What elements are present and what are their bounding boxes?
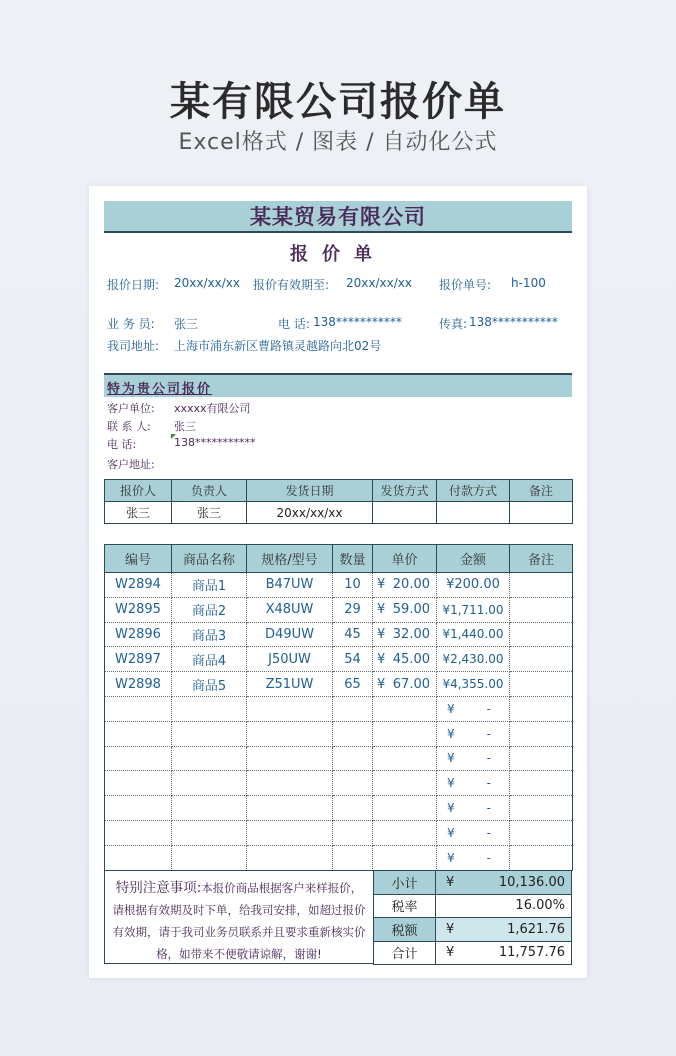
empty-cell[interactable] — [172, 820, 247, 845]
notes-box — [104, 870, 373, 964]
currency-symbol: ¥ — [447, 850, 455, 865]
table-row — [105, 647, 573, 672]
shipping-header-cell: 报价人 — [105, 480, 172, 502]
document-title: 报价单 — [290, 244, 386, 265]
empty-cell[interactable] — [105, 845, 172, 870]
item-qty-cell[interactable]: 45 — [333, 622, 373, 647]
item-qty-cell[interactable]: 65 — [333, 672, 373, 697]
item-price-value: 32.00 — [392, 626, 430, 642]
item-code-cell[interactable]: W2898 — [105, 672, 172, 697]
empty-amount-dash: - — [486, 701, 491, 716]
item-amount-cell[interactable] — [437, 796, 510, 821]
empty-cell[interactable] — [373, 820, 437, 845]
shipping-header-cell: 备注 — [510, 480, 573, 502]
table-row — [105, 672, 573, 697]
shipping-table — [104, 479, 573, 524]
currency-symbol: ¥ — [377, 577, 386, 593]
items-header-cell: 编号 — [105, 545, 172, 573]
quote-no-value: h-100 — [511, 276, 546, 290]
customer-section-title: 特为贵公司报价 — [107, 382, 213, 397]
customer-address-label: 客户地址: — [107, 458, 155, 471]
item-price-value: 59.00 — [392, 602, 430, 618]
valid-until-label: 报价有效期至: — [253, 278, 330, 292]
item-name-cell[interactable]: 商品5 — [172, 672, 247, 697]
empty-cell[interactable] — [333, 771, 373, 796]
table-row — [105, 622, 573, 647]
item-amount-cell: ¥1,711.00 — [437, 597, 510, 622]
item-name-cell[interactable]: 商品1 — [172, 573, 247, 598]
item-spec-cell[interactable]: X48UW — [247, 597, 333, 622]
empty-cell[interactable] — [333, 845, 373, 870]
tax-label: 税额 — [374, 918, 436, 942]
empty-cell[interactable] — [373, 721, 437, 746]
item-price-cell[interactable] — [373, 672, 437, 697]
empty-cell[interactable] — [172, 796, 247, 821]
empty-cell[interactable] — [172, 746, 247, 771]
customer-contact-label: 联 系 人: — [107, 420, 151, 433]
item-price-value: 20.00 — [392, 577, 430, 593]
item-amount-cell: ¥200.00 — [437, 573, 510, 598]
items-header-cell: 商品名称 — [172, 545, 247, 573]
item-spec-cell[interactable]: B47UW — [247, 573, 333, 598]
shipping-cell[interactable]: 张三 — [172, 502, 247, 524]
quote-date-value: 20xx/xx/xx — [174, 276, 240, 290]
empty-amount-dash: - — [486, 776, 491, 791]
shipping-cell[interactable]: 张三 — [105, 502, 172, 524]
items-header-cell: 备注 — [510, 545, 573, 573]
empty-cell[interactable] — [105, 721, 172, 746]
subtotal-currency: ¥ — [446, 874, 455, 890]
empty-cell[interactable] — [373, 696, 437, 721]
item-price-value: 67.00 — [392, 676, 430, 692]
item-note-cell[interactable] — [510, 622, 573, 647]
empty-cell[interactable] — [172, 721, 247, 746]
salesman-value: 张三 — [174, 317, 199, 331]
item-spec-cell[interactable]: Z51UW — [247, 672, 333, 697]
items-header-cell: 规格/型号 — [247, 545, 333, 573]
item-amount-cell[interactable] — [437, 820, 510, 845]
table-row — [105, 771, 573, 796]
shipping-cell[interactable] — [510, 502, 573, 524]
empty-cell[interactable] — [105, 820, 172, 845]
empty-cell[interactable] — [333, 796, 373, 821]
empty-amount-dash: - — [486, 850, 491, 865]
empty-cell[interactable] — [373, 771, 437, 796]
empty-cell[interactable] — [510, 746, 573, 771]
salesman-label: 业 务 员: — [107, 317, 155, 331]
currency-symbol: ¥ — [377, 676, 386, 692]
table-row — [105, 573, 573, 598]
items-header-cell: 单价 — [373, 545, 437, 573]
shipping-header-cell: 发货方式 — [373, 480, 437, 502]
empty-cell[interactable] — [510, 771, 573, 796]
item-amount-cell[interactable] — [437, 696, 510, 721]
item-spec-cell[interactable]: J50UW — [247, 647, 333, 672]
empty-amount-dash: - — [486, 801, 491, 816]
table-row — [105, 746, 573, 771]
item-amount-cell[interactable] — [437, 845, 510, 870]
address-label: 我司地址: — [107, 339, 160, 353]
item-price-value: 45.00 — [392, 651, 430, 667]
currency-symbol: ¥ — [447, 751, 455, 766]
valid-until-value: 20xx/xx/xx — [346, 276, 412, 290]
items-header-cell: 数量 — [333, 545, 373, 573]
item-price-cell[interactable] — [373, 647, 437, 672]
item-amount-cell: ¥2,430.00 — [437, 647, 510, 672]
shipping-cell[interactable] — [437, 502, 510, 524]
empty-cell[interactable] — [333, 696, 373, 721]
item-price-cell[interactable] — [373, 573, 437, 598]
empty-cell[interactable] — [333, 746, 373, 771]
tax-rate-value[interactable]: 16.00% — [515, 898, 565, 914]
item-name-cell[interactable]: 商品3 — [172, 622, 247, 647]
shipping-header-cell: 发货日期 — [247, 480, 373, 502]
item-price-cell[interactable] — [373, 622, 437, 647]
shipping-cell[interactable]: 20xx/xx/xx — [247, 502, 373, 524]
tax-currency: ¥ — [446, 921, 455, 937]
empty-amount-dash: - — [486, 726, 491, 741]
empty-cell[interactable] — [247, 771, 333, 796]
item-amount-cell[interactable] — [437, 771, 510, 796]
empty-cell[interactable] — [333, 820, 373, 845]
table-row — [105, 721, 573, 746]
table-row — [105, 845, 573, 870]
empty-cell[interactable] — [373, 845, 437, 870]
company-name: 某某贸易有限公司 — [104, 201, 572, 233]
notes-title: 特别注意事项: — [115, 880, 202, 896]
item-code-cell[interactable]: W2895 — [105, 597, 172, 622]
empty-cell[interactable] — [510, 796, 573, 821]
table-row — [105, 820, 573, 845]
items-header-cell: 金额 — [437, 545, 510, 573]
empty-cell[interactable] — [247, 696, 333, 721]
empty-cell[interactable] — [510, 721, 573, 746]
shipping-cell[interactable] — [373, 502, 437, 524]
empty-cell[interactable] — [172, 771, 247, 796]
empty-cell[interactable] — [373, 746, 437, 771]
item-amount-cell: ¥4,355.00 — [437, 672, 510, 697]
item-code-cell[interactable]: W2897 — [105, 647, 172, 672]
empty-cell[interactable] — [510, 820, 573, 845]
empty-cell[interactable] — [172, 845, 247, 870]
empty-cell[interactable] — [247, 820, 333, 845]
empty-cell[interactable] — [510, 845, 573, 870]
empty-cell[interactable] — [105, 696, 172, 721]
currency-symbol: ¥ — [377, 602, 386, 618]
page-title: 某有限公司报价单 — [170, 79, 506, 125]
customer-unit-label: 客户单位: — [107, 402, 155, 415]
item-spec-cell[interactable]: D49UW — [247, 622, 333, 647]
currency-symbol: ¥ — [447, 801, 455, 816]
empty-cell[interactable] — [333, 721, 373, 746]
shipping-header-cell: 付款方式 — [437, 480, 510, 502]
item-note-cell[interactable] — [510, 597, 573, 622]
empty-cell[interactable] — [105, 796, 172, 821]
item-price-cell[interactable] — [373, 597, 437, 622]
item-code-cell[interactable]: W2896 — [105, 622, 172, 647]
page-subtitle: Excel格式 / 图表 / 自动化公式 — [178, 130, 498, 155]
item-note-cell[interactable] — [510, 647, 573, 672]
empty-cell[interactable] — [373, 796, 437, 821]
quote-no-label: 报价单号: — [439, 278, 492, 292]
empty-cell[interactable] — [510, 696, 573, 721]
empty-cell[interactable] — [247, 845, 333, 870]
currency-symbol: ¥ — [447, 776, 455, 791]
empty-cell[interactable] — [172, 696, 247, 721]
customer-contact-value: 张三 — [174, 420, 196, 433]
empty-cell[interactable] — [247, 721, 333, 746]
totals-table — [373, 870, 572, 965]
empty-amount-dash: - — [486, 825, 491, 840]
customer-unit-value: xxxxx有限公司 — [174, 402, 251, 415]
item-name-cell[interactable]: 商品2 — [172, 597, 247, 622]
table-row — [105, 796, 573, 821]
phone-label: 电 话: — [278, 317, 310, 331]
item-amount-cell[interactable] — [437, 721, 510, 746]
item-code-cell[interactable]: W2894 — [105, 573, 172, 598]
item-qty-cell[interactable]: 54 — [333, 647, 373, 672]
address-value: 上海市浦东新区曹路镇灵越路向北02号 — [174, 339, 382, 353]
items-table — [104, 544, 573, 871]
table-row — [105, 597, 573, 622]
currency-symbol: ¥ — [447, 825, 455, 840]
customer-phone-value: 138*********** — [174, 436, 256, 449]
empty-cell[interactable] — [105, 746, 172, 771]
item-amount-cell: ¥1,440.00 — [437, 622, 510, 647]
total-label: 合计 — [374, 941, 436, 965]
quotation-sheet — [89, 186, 587, 978]
quote-date-label: 报价日期: — [107, 278, 160, 292]
empty-cell[interactable] — [247, 796, 333, 821]
item-note-cell[interactable] — [510, 573, 573, 598]
item-qty-cell[interactable]: 29 — [333, 597, 373, 622]
customer-phone-label: 电 话: — [107, 438, 137, 451]
total-value: 11,757.76 — [498, 945, 565, 961]
currency-symbol: ¥ — [447, 701, 455, 716]
currency-symbol: ¥ — [377, 651, 386, 667]
notes-body: 本报价商品根据客户来样报价，请根据有效期及时下单，给我司安排，如超过报价有效期，请于我司业务员联系并且要求重新核实价格，如带来不便敬请谅解，谢谢! — [112, 881, 366, 961]
fax-value: 138*********** — [469, 315, 558, 329]
tax-value: 1,621.76 — [507, 921, 565, 937]
table-row — [105, 696, 573, 721]
subtotal-value: 10,136.00 — [498, 874, 565, 890]
phone-value: 138*********** — [313, 315, 402, 329]
empty-amount-dash: - — [486, 751, 491, 766]
tax-rate-label: 税率 — [374, 894, 436, 918]
empty-cell[interactable] — [247, 746, 333, 771]
shipping-header-cell: 负责人 — [172, 480, 247, 502]
total-currency: ¥ — [446, 945, 455, 961]
subtotal-label: 小计 — [374, 871, 436, 895]
item-name-cell[interactable]: 商品4 — [172, 647, 247, 672]
fax-label: 传真: — [439, 317, 468, 331]
item-note-cell[interactable] — [510, 672, 573, 697]
item-amount-cell[interactable] — [437, 746, 510, 771]
currency-symbol: ¥ — [377, 626, 386, 642]
item-qty-cell[interactable]: 10 — [333, 573, 373, 598]
empty-cell[interactable] — [105, 771, 172, 796]
currency-symbol: ¥ — [447, 726, 455, 741]
